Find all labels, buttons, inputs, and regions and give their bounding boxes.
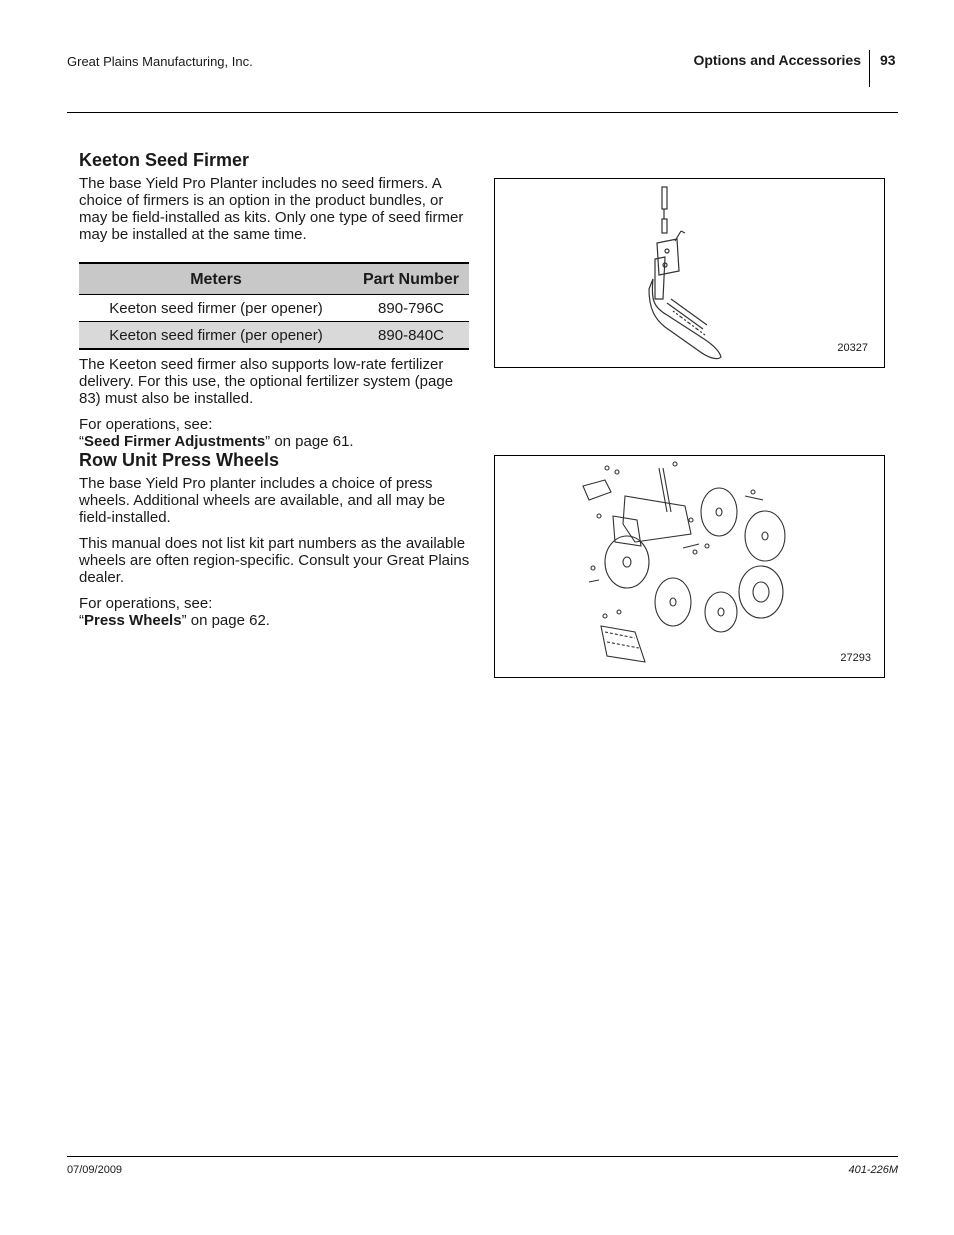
press-ops-link[interactable]: Press Wheels [84, 612, 182, 629]
seed-firmer-illustration [495, 179, 884, 367]
press-wheels-illustration [495, 456, 884, 677]
row-part-number: 890-840C [353, 322, 469, 350]
keeton-ops-lead: For operations, see: [79, 416, 213, 433]
keeton-ops-tail: ” on page 61. [265, 433, 354, 450]
col-meters: Meters [79, 263, 353, 295]
press-ops-lead: For operations, see: [79, 595, 213, 612]
row-description: Keeton seed firmer (per opener) [79, 295, 353, 322]
press-section [79, 450, 471, 629]
keeton-parts-table [79, 262, 469, 350]
press-wheels-figure [494, 455, 885, 678]
keeton-fertilizer-note: The Keeton seed firmer also supports low-rate fertilizer delivery. For this use, the optional fertilizer system (page 83) must also be installed. [79, 356, 454, 407]
table-row [79, 322, 469, 350]
company-name: Great Plains Manufacturing, Inc. [67, 54, 253, 69]
figure-number: 27293 [840, 652, 871, 664]
row-part-number: 890-796C [353, 295, 469, 322]
keeton-ops-link[interactable]: Seed Firmer Adjustments [84, 433, 266, 450]
header-divider [869, 50, 870, 87]
keeton-intro: The base Yield Pro Planter includes no seed firmers. A choice of firmers is an option in the product bundles, or may be field-installed as kits. Only one type of seed firmer may be installed at the same time. [79, 175, 464, 243]
press-heading: Row Unit Press Wheels [79, 450, 280, 470]
page-number: 93 [880, 52, 896, 68]
press-ops-reference: “Press Wheels” on page 62. [79, 612, 270, 629]
footer-rule [67, 1156, 898, 1157]
seed-firmer-figure [494, 178, 885, 368]
footer-date: 07/09/2009 [67, 1164, 123, 1176]
row-description: Keeton seed firmer (per opener) [79, 322, 353, 350]
press-note: This manual does not list kit part numbers as the available wheels are often region-specific. Consult your Great Plains dealer. [79, 535, 470, 586]
keeton-section [79, 150, 471, 450]
press-intro: The base Yield Pro planter includes a choice of press wheels. Additional wheels are available, and all may be field-installed. [79, 475, 446, 526]
header-rule [67, 112, 898, 113]
col-part-number: Part Number [353, 263, 469, 295]
keeton-heading: Keeton Seed Firmer [79, 150, 250, 170]
figure-number: 20327 [837, 342, 868, 354]
section-title: Options and Accessories [693, 52, 861, 68]
keeton-ops-reference: “Seed Firmer Adjustments” on page 61. [79, 433, 354, 450]
table-header-row [79, 263, 469, 295]
press-ops-tail: ” on page 62. [181, 612, 270, 629]
table-row [79, 295, 469, 322]
footer-doc-number: 401-226M [848, 1164, 898, 1176]
